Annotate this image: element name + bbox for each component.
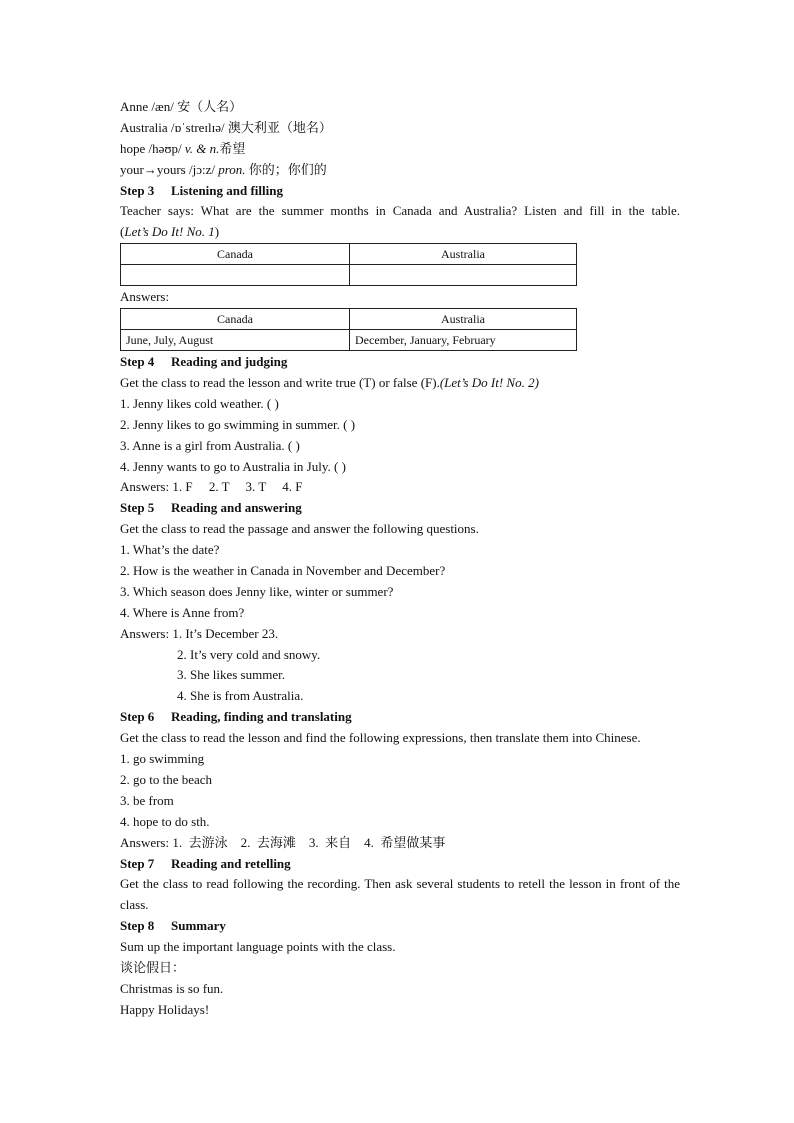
- list-item: 3. be from: [120, 792, 174, 808]
- step6-heading: Step 6 Reading, finding and translating: [120, 709, 352, 725]
- blank-cell-canada: [121, 265, 350, 286]
- step6-answers: Answers: 1. 去游泳 2. 去海滩 3. 来自 4. 希望做某事: [120, 834, 446, 850]
- answer-table: [120, 308, 577, 351]
- table-header-canada: Canada: [121, 244, 350, 265]
- answer-cell-canada: June, July, August: [121, 330, 350, 351]
- lesson-content: [120, 97, 680, 1021]
- step3-heading: Step 3 Listening and filling: [120, 182, 283, 198]
- list-item: 4. Jenny wants to go to Australia in July. ( ): [120, 458, 346, 474]
- table-header-canada: Canada: [121, 309, 350, 330]
- list-item: 4. Where is Anne from?: [120, 604, 245, 620]
- step3-instruction: Teacher says: What are the summer months in Canada and Australia? Listen and fill in the table.: [120, 203, 680, 219]
- list-item: 2. go to the beach: [120, 771, 213, 787]
- step5-answer-2: 2. It’s very cold and snowy.: [177, 646, 321, 662]
- table-row: [121, 244, 577, 265]
- step5-heading: Step 5 Reading and answering: [120, 500, 302, 516]
- list-item: 3. Anne is a girl from Australia. ( ): [120, 437, 300, 453]
- list-item: 1. go swimming: [120, 751, 205, 767]
- step7-instruction: Get the class to read following the recording. Then ask several students to retell the lesson in front of the class.: [120, 876, 680, 913]
- step3-reference: (Let’s Do It! No. 1): [120, 224, 220, 240]
- blank-cell-australia: [350, 265, 577, 286]
- vocab-line-hope: hope /həʊp/ v. & n.希望: [120, 140, 246, 156]
- step3-answers-label: Answers:: [120, 289, 170, 305]
- list-item: 3. Which season does Jenny like, winter or summer?: [120, 583, 394, 599]
- step7-heading: Step 7 Reading and retelling: [120, 855, 291, 871]
- step5-instruction: Get the class to read the passage and answer the following questions.: [120, 521, 479, 537]
- step4-instruction: Get the class to read the lesson and write true (T) or false (F).(Let’s Do It! No. 2): [120, 375, 539, 391]
- step6-instruction: Get the class to read the lesson and find the following expressions, then translate them into Chinese.: [120, 730, 641, 746]
- closing-heading: 谈论假日：: [120, 959, 186, 975]
- table-header-australia: Australia: [350, 309, 577, 330]
- step5-answer-1: Answers: 1. It’s December 23.: [120, 625, 279, 641]
- step8-heading: Step 8 Summary: [120, 918, 226, 934]
- table-row: [121, 309, 577, 330]
- step8-instruction: Sum up the important language points with the class.: [120, 939, 396, 955]
- step4-heading: Step 4 Reading and judging: [120, 354, 288, 370]
- step5-answer-4: 4. She is from Australia.: [177, 688, 304, 704]
- list-item: 2. How is the weather in Canada in November and December?: [120, 563, 446, 579]
- vocab-line-yours: your→yours /jɔ:z/ pron. 你的；你们的: [120, 161, 327, 177]
- table-row: [121, 330, 577, 351]
- step4-answers: Answers: 1. F 2. T 3. T 4. F: [120, 479, 303, 495]
- table-row: [121, 265, 577, 286]
- list-item: 1. What’s the date?: [120, 542, 220, 558]
- vocab-line-australia: Australia /ɒˈstreɪlɪə/ 澳大利亚（地名）: [120, 119, 332, 135]
- closing-line: Happy Holidays!: [120, 1001, 210, 1017]
- step5-answer-3: 3. She likes summer.: [177, 667, 285, 683]
- closing-line: Christmas is so fun.: [120, 980, 224, 996]
- vocab-line-anne: Anne /æn/ 安（人名）: [120, 99, 243, 114]
- list-item: 4. hope to do sth.: [120, 813, 210, 829]
- answer-cell-australia: December, January, February: [350, 330, 577, 351]
- fill-table: [120, 243, 577, 286]
- table-header-australia: Australia: [350, 244, 577, 265]
- list-item: 2. Jenny likes to go swimming in summer. ( ): [120, 416, 356, 432]
- list-item: 1. Jenny likes cold weather. ( ): [120, 395, 279, 411]
